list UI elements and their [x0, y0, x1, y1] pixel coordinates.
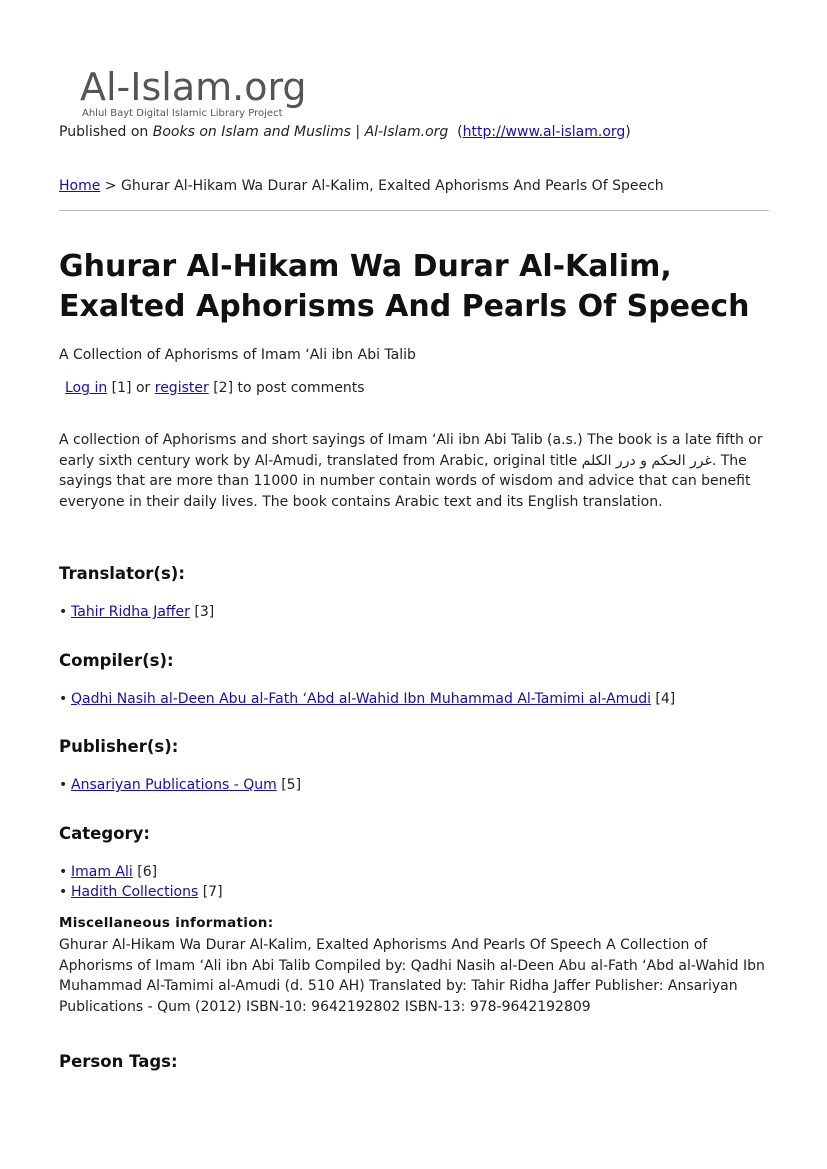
published-line: Published on Books on Islam and Muslims | Al-Islam.org (http://www.al-islam.org) — [59, 124, 631, 140]
or-text: or — [135, 380, 151, 396]
register-ref: [2] — [213, 380, 234, 396]
breadcrumb-home-link[interactable]: Home — [59, 178, 101, 194]
misc-heading: Miscellaneous information: — [59, 915, 274, 931]
compiler-link[interactable]: Qadhi Nasih al-Deen Abu al-Fath ‘Abd al-Wahid Ibn Muhammad Al-Tamimi al-Amudi — [71, 691, 651, 707]
list-item — [59, 689, 675, 709]
compilers-list — [59, 689, 675, 709]
bullet-icon: • — [59, 691, 68, 707]
category-link-imam-ali[interactable]: Imam Ali — [71, 864, 133, 880]
publishers-list — [59, 775, 301, 795]
breadcrumb-separator: > — [104, 178, 117, 194]
book-subtitle: A Collection of Aphorisms of Imam ‘Ali ibn Abi Talib — [59, 347, 416, 363]
login-link[interactable]: Log in — [65, 380, 108, 396]
item-ref: [5] — [281, 777, 302, 793]
item-ref: [7] — [202, 884, 223, 900]
site-url-link[interactable]: http://www.al-islam.org — [462, 124, 626, 140]
register-link[interactable]: register — [154, 380, 209, 396]
site-logo[interactable] — [80, 64, 320, 120]
list-item — [59, 882, 223, 902]
publishers-heading: Publisher(s): — [59, 737, 179, 756]
item-ref: [4] — [655, 691, 676, 707]
book-description: A collection of Aphorisms and short sayings of Imam ‘Ali ibn Abi Talib (a.s.) The book is a late fifth or early sixth century work by Al-Amudi, translated from Arabic, original title غرر الحكم و درر الكلم. The sayings that are more than 11000 in number contain words of wisdom and advice that can benefit everyone in their daily lives. The book contains Arabic text and its English translation. — [59, 432, 763, 510]
header-divider — [59, 210, 769, 211]
publisher-link[interactable]: Ansariyan Publications - Qum — [71, 777, 277, 793]
breadcrumb-current: Ghurar Al-Hikam Wa Durar Al-Kalim, Exalted Aphorisms And Pearls Of Speech — [120, 178, 664, 194]
page-title — [59, 247, 779, 327]
breadcrumb — [59, 178, 664, 194]
site-name: Books on Islam and Muslims | Al-Islam.org — [152, 124, 449, 140]
logo-graphic — [80, 64, 320, 120]
compilers-heading: Compiler(s): — [59, 651, 174, 670]
title-line-1: Ghurar Al-Hikam Wa Durar Al-Kalim, — [59, 249, 672, 284]
category-heading: Category: — [59, 824, 150, 843]
comment-prompt — [65, 380, 365, 396]
bullet-icon: • — [59, 604, 68, 620]
item-ref: [3] — [194, 604, 215, 620]
bullet-icon: • — [59, 777, 68, 793]
title-line-2: Exalted Aphorisms And Pearls Of Speech — [59, 289, 750, 324]
translators-list — [59, 602, 214, 622]
list-item — [59, 862, 223, 882]
item-ref: [6] — [137, 864, 158, 880]
logo-tagline: Ahlul Bayt Digital Islamic Library Project — [82, 108, 283, 119]
person-tags-heading: Person Tags: — [59, 1052, 178, 1071]
list-item — [59, 602, 214, 622]
list-item — [59, 775, 301, 795]
translators-heading: Translator(s): — [59, 564, 185, 583]
category-link-hadith[interactable]: Hadith Collections — [71, 884, 199, 900]
published-prefix: Published on — [59, 124, 149, 140]
misc-text: Ghurar Al-Hikam Wa Durar Al-Kalim, Exalted Aphorisms And Pearls Of Speech A Collection of Aphorisms of Imam ‘Ali ibn Abi Talib Compiled by: Qadhi Nasih al-Deen Abu al-Fath ‘Abd al-Wahid Ibn Muhammad Al-Tamimi al-Amudi (d. 510 AH) Translated by: Tahir Ridha Jaffer Publisher: Ansariyan Publications - Qum (2012) ISBN-10: 9642192802 ISBN-13: 978-9642192809 — [59, 937, 765, 1015]
translator-link[interactable]: Tahir Ridha Jaffer — [71, 604, 190, 620]
login-ref: [1] — [111, 380, 132, 396]
category-list — [59, 862, 223, 902]
comment-suffix: to post comments — [237, 380, 365, 396]
bullet-icon: • — [59, 864, 68, 880]
logo-wordmark: Al-Islam.org — [80, 65, 307, 109]
bullet-icon: • — [59, 884, 68, 900]
